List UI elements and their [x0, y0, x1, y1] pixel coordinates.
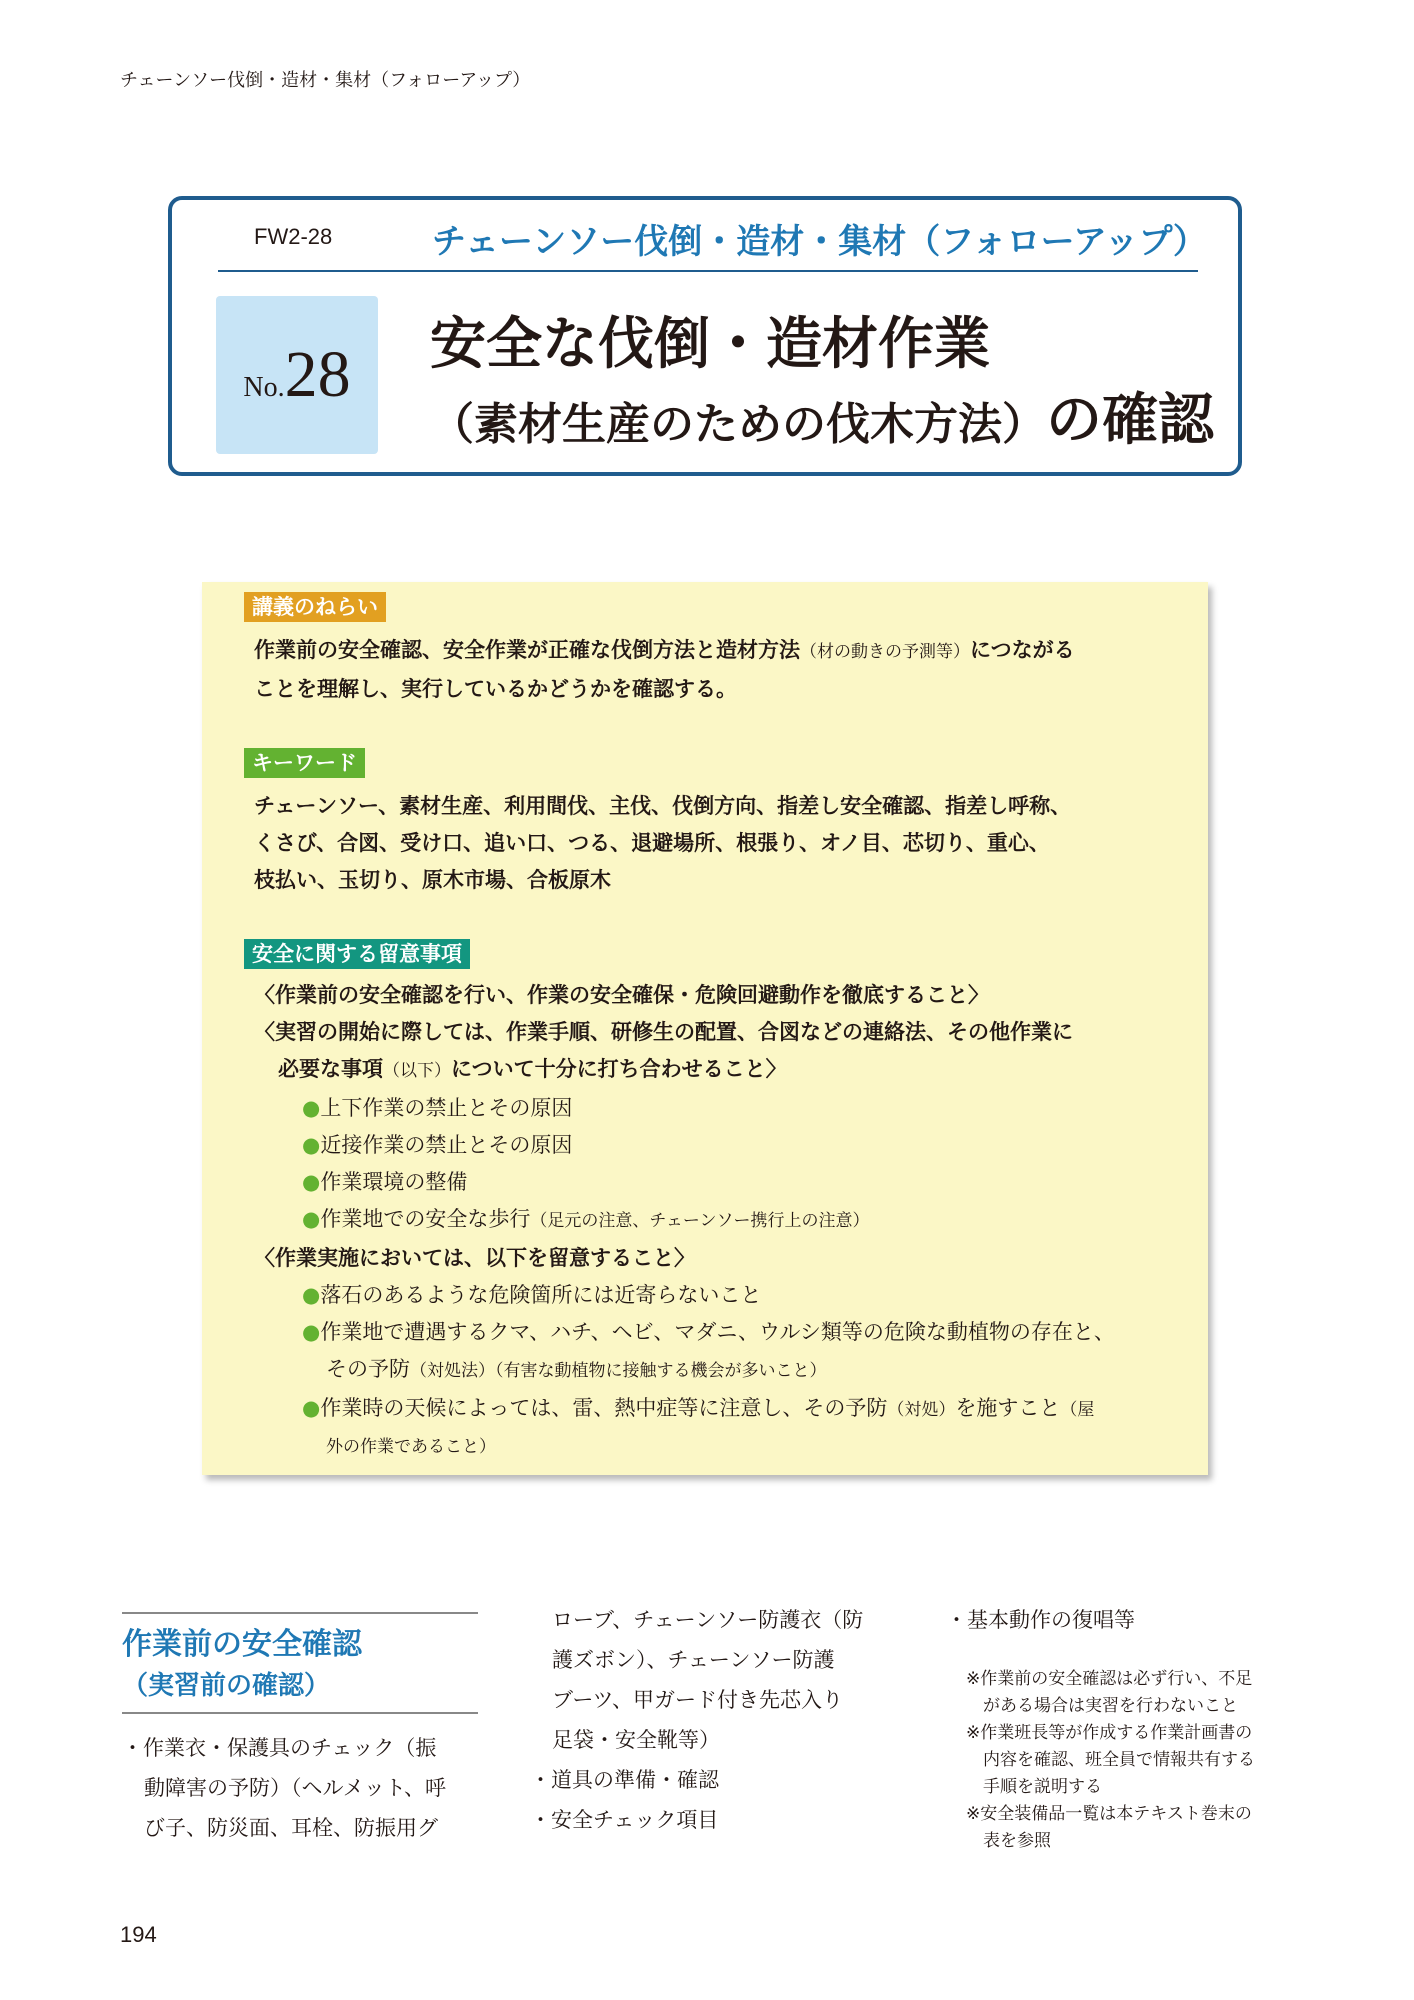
- safety-heading-part: 必要な事項: [278, 1057, 383, 1081]
- body-line: び子、防災面、耳栓、防振用グ: [144, 1816, 438, 1840]
- keywords-line: くさび、合図、受け口、追い口、つる、退避場所、根張り、オノ目、芯切り、重心、: [254, 831, 1050, 855]
- safety-item-text: その予防: [326, 1357, 410, 1381]
- main-title-suffix: の確認: [1046, 388, 1214, 453]
- safety-item-text: 作業地で遭遇するクマ、ハチ、ヘビ、マダニ、ウルシ類等の危険な動植物の存在と、: [320, 1320, 1115, 1344]
- body-column-1: [122, 1728, 482, 1848]
- body-line: ・安全チェック項目: [530, 1808, 719, 1832]
- safety-item: [254, 1090, 1180, 1127]
- safety-item-text: 作業地での安全な歩行: [320, 1207, 531, 1231]
- safety-item-text: 作業環境の整備: [320, 1170, 468, 1194]
- keywords-line: チェーンソー、素材生産、利用間伐、主伐、伐倒方向、指差し安全確認、指差し呼称、: [254, 794, 1072, 818]
- bullet-icon: ●: [302, 1096, 321, 1120]
- safety-item: [254, 1164, 1180, 1201]
- keywords-line: 枝払い、玉切り、原木市場、合板原木: [254, 868, 611, 892]
- body-line: ローブ、チェーンソー防護衣（防: [552, 1608, 864, 1632]
- safety-item-text: 作業時の天候によっては、雷、熱中症等に注意し、その予防: [320, 1396, 888, 1420]
- safety-heading: 〈実習の開始に際しては、作業手順、研修生の配置、合図などの連絡法、その他作業に: [254, 1020, 1073, 1044]
- bullet-icon: ●: [302, 1133, 321, 1157]
- page-number: 194: [120, 1922, 157, 1947]
- lecture-summary-panel: [202, 582, 1208, 1475]
- safety-heading: 〈作業実施においては、以下を留意すること〉: [254, 1246, 695, 1270]
- series-title: チェーンソー伐倒・造材・集材（フォローアップ）: [432, 222, 1207, 262]
- body-line: ・作業衣・保護具のチェック（振: [122, 1736, 437, 1760]
- aim-text-note: （材の動きの予測等）: [800, 642, 970, 662]
- safety-section: [244, 939, 1180, 1466]
- lesson-number-badge: [216, 296, 378, 454]
- body-line: 足袋・安全靴等）: [552, 1728, 720, 1752]
- safety-item-note: （対処）: [887, 1400, 956, 1420]
- aim-text-part2: につながる: [970, 638, 1075, 662]
- safety-heading-cont: [254, 1051, 1180, 1090]
- aim-text-line2: ことを理解し、実行しているかどうかを確認する。: [254, 677, 737, 701]
- main-title-line1: 安全な伐倒・造材作業: [430, 312, 990, 377]
- document-code: FW2-28: [254, 224, 333, 249]
- note-line: がある場合は実習を行わないこと: [983, 1696, 1238, 1716]
- bullet-icon: ●: [302, 1207, 321, 1231]
- safety-item: [254, 1201, 1180, 1240]
- section-rule-top: [122, 1612, 478, 1614]
- section-rule-bottom: [122, 1712, 478, 1714]
- safety-item: [254, 1314, 1180, 1351]
- body-line: ブーツ、甲ガード付き先芯入り: [552, 1688, 844, 1712]
- title-divider: [218, 270, 1198, 272]
- main-title-line2: [430, 376, 1214, 456]
- note-line: 内容を確認、班全員で情報共有する: [983, 1750, 1255, 1770]
- notes: [966, 1666, 1306, 1855]
- safety-item-text: 近接作業の禁止とその原因: [320, 1133, 573, 1157]
- body-column-2: [530, 1600, 900, 1840]
- body-column-3: [946, 1600, 1306, 1640]
- safety-list: [254, 977, 1180, 1466]
- note-line: ※作業班長等が作成する作業計画書の: [966, 1723, 1253, 1743]
- title-box: [168, 196, 1242, 476]
- section-heading: [122, 1624, 362, 1706]
- body-line: 動障害の予防）（ヘルメット、呼: [144, 1776, 446, 1800]
- lesson-number-label: No.: [243, 372, 285, 403]
- safety-item-text: を施すこと: [955, 1396, 1061, 1420]
- note-line: ※安全装備品一覧は本テキスト巻末の: [966, 1804, 1252, 1824]
- aim-text-part1: 作業前の安全確認、安全作業が正確な伐倒方法と造材方法: [254, 638, 800, 662]
- body-line: ・道具の準備・確認: [530, 1768, 719, 1792]
- aim-label: 講義のねらい: [244, 592, 386, 622]
- note-line: 表を参照: [983, 1831, 1051, 1851]
- bullet-icon: ●: [302, 1170, 321, 1194]
- note-line: 手順を説明する: [983, 1777, 1102, 1797]
- bullet-icon: ●: [302, 1320, 321, 1344]
- safety-heading: 〈作業前の安全確認を行い、作業の安全確保・危険回避動作を徹底すること〉: [254, 983, 989, 1007]
- bullet-icon: ●: [302, 1396, 321, 1420]
- safety-item-note: （足元の注意、チェーンソー携行上の注意）: [530, 1211, 870, 1231]
- main-title-subtitle: （素材生産のための伐木方法）: [430, 399, 1046, 450]
- aim-section: [244, 592, 1180, 708]
- safety-label: 安全に関する留意事項: [244, 939, 470, 969]
- safety-item-cont: 外の作業であること）: [326, 1437, 496, 1457]
- safety-item: [254, 1277, 1180, 1314]
- lesson-number: 28: [284, 338, 351, 411]
- body-line: ・基本動作の復唱等: [946, 1608, 1135, 1632]
- note-line: ※作業前の安全確認は必ず行い、不足: [966, 1669, 1253, 1689]
- aim-text: [254, 632, 1180, 708]
- bullet-icon: ●: [302, 1283, 321, 1307]
- safety-item-note: （屋: [1060, 1400, 1095, 1420]
- safety-heading-part: について十分に打ち合わせること〉: [451, 1057, 787, 1081]
- safety-item-text: 落石のあるような危険箇所には近寄らないこと: [320, 1283, 762, 1307]
- safety-item: [254, 1390, 1180, 1429]
- running-header: チェーンソー伐倒・造材・集材（フォローアップ）: [120, 70, 531, 91]
- keywords-label: キーワード: [244, 748, 365, 778]
- safety-heading-note: （以下）: [383, 1061, 451, 1081]
- section-heading-title: 作業前の安全確認: [122, 1627, 362, 1662]
- section-heading-subtitle: （実習前の確認）: [122, 1671, 331, 1701]
- safety-item-cont: [254, 1351, 1180, 1390]
- safety-item-note: （対処法）（有害な動植物に接触する機会が多いこと）: [410, 1361, 827, 1381]
- safety-item-text: 上下作業の禁止とその原因: [320, 1096, 573, 1120]
- keywords-text: [254, 788, 1180, 899]
- body-line: 護ズボン）、チェーンソー防護: [552, 1648, 835, 1672]
- keywords-section: [244, 748, 1180, 899]
- safety-item: [254, 1127, 1180, 1164]
